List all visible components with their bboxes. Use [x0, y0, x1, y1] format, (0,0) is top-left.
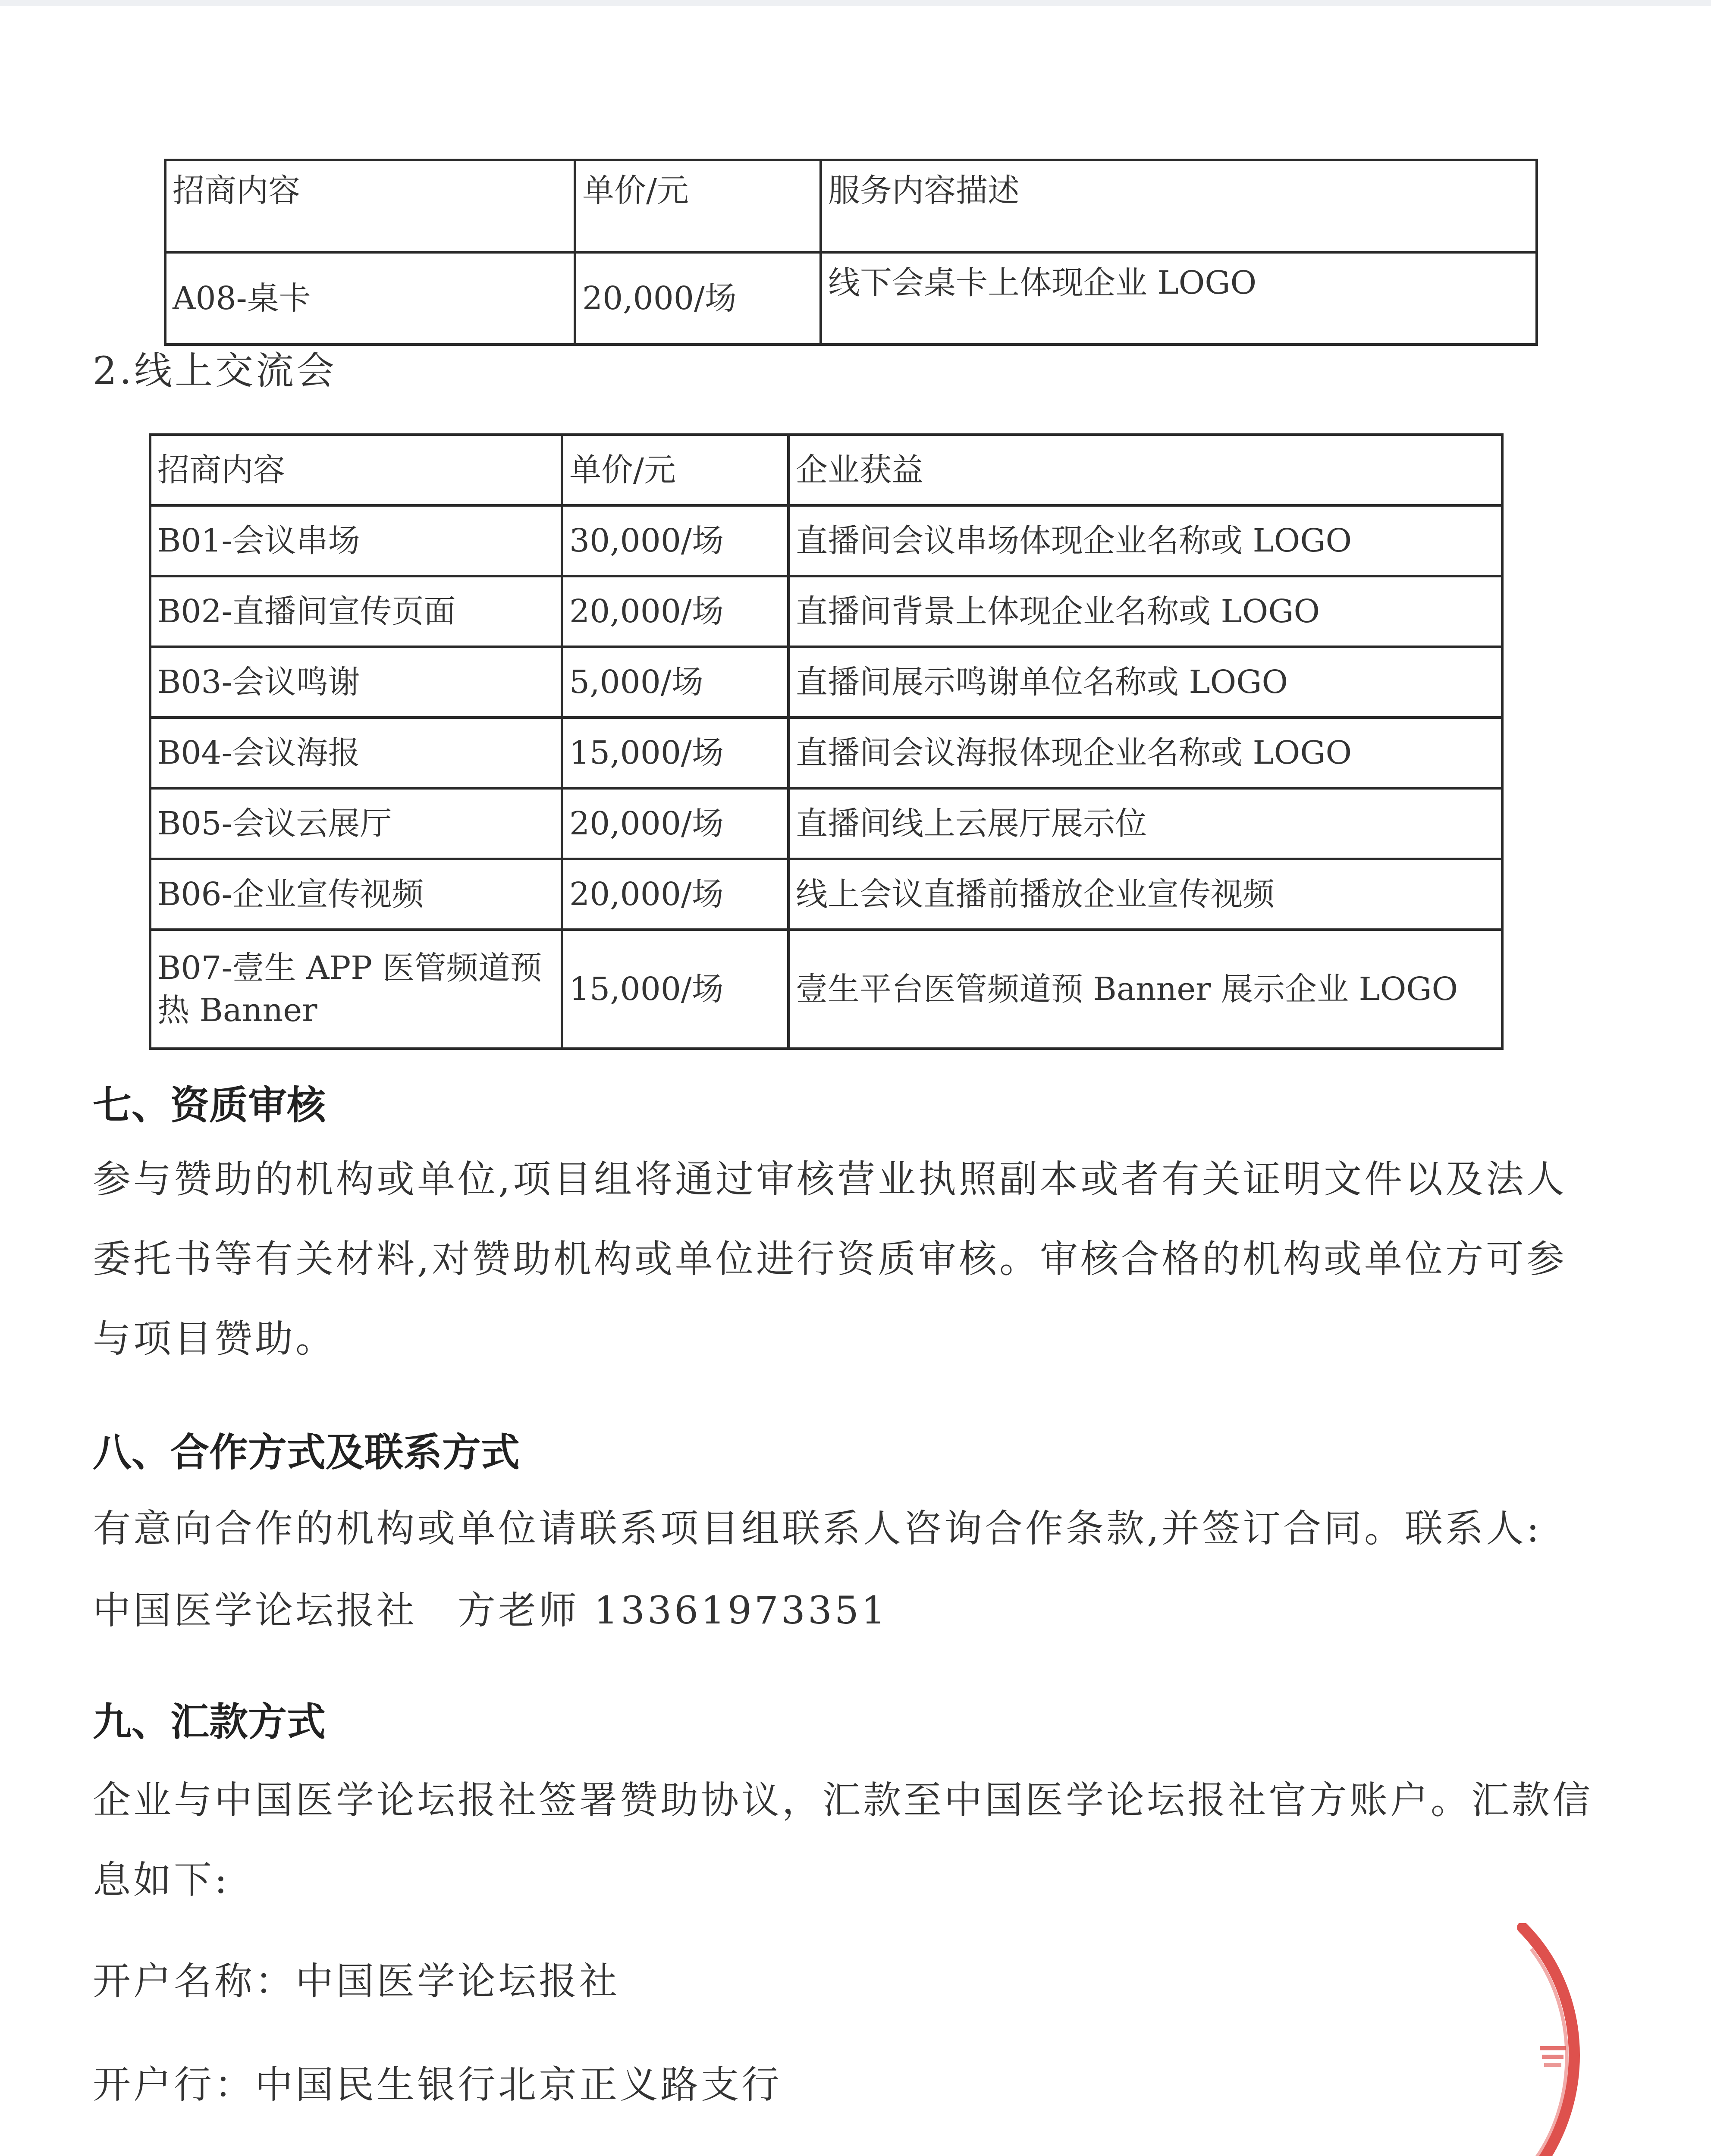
- table-row: [150, 647, 1502, 718]
- table-header-row: [165, 160, 1537, 252]
- benefit-cell: 直播间会议海报体现企业名称或 LOGO: [788, 718, 1502, 788]
- item-cell: B05-会议云展厅: [150, 788, 562, 859]
- section-7-line: 参与赞助的机构或单位,项目组将通过审核营业执照副本或者有关证明文件以及法人: [93, 1157, 1567, 1201]
- benefit-cell: 直播间线上云展厅展示位: [788, 788, 1502, 859]
- table-row: [150, 505, 1502, 576]
- price-cell: 20,000/场: [575, 252, 821, 345]
- price-cell: 30,000/场: [562, 505, 788, 576]
- online-sponsorship-table: [149, 433, 1504, 1050]
- benefit-cell: 直播间展示鸣谢单位名称或 LOGO: [788, 647, 1502, 718]
- benefit-cell: 直播间背景上体现企业名称或 LOGO: [788, 576, 1502, 647]
- scan-top-edge: [0, 0, 1711, 6]
- bank-line: 开户行：中国民生银行北京正义路支行: [93, 2062, 782, 2107]
- price-cell: 20,000/场: [562, 859, 788, 930]
- section-8-heading: 八、合作方式及联系方式: [93, 1429, 520, 1475]
- item-cell: B02-直播间宣传页面: [150, 576, 562, 647]
- header-cell: 单价/元: [562, 435, 788, 505]
- header-cell: 企业获益: [788, 435, 1502, 505]
- header-cell: 招商内容: [165, 160, 575, 252]
- price-cell: 20,000/场: [562, 576, 788, 647]
- item-cell: B06-企业宣传视频: [150, 859, 562, 930]
- table-row: [165, 252, 1537, 345]
- item-cell: B07-壹生 APP 医管频道预热 Banner: [150, 930, 562, 1049]
- item-cell: B01-会议串场: [150, 505, 562, 576]
- section-9-heading: 九、汇款方式: [93, 1699, 326, 1745]
- benefit-cell: 线上会议直播前播放企业宣传视频: [788, 859, 1502, 930]
- table-row: [150, 930, 1502, 1049]
- section-7-line: 委托书等有关材料,对赞助机构或单位进行资质审核。审核合格的机构或单位方可参: [93, 1237, 1567, 1281]
- benefit-cell: 壹生平台医管频道预 Banner 展示企业 LOGO: [788, 930, 1502, 1049]
- header-cell: 单价/元: [575, 160, 821, 252]
- price-cell: 15,000/场: [562, 718, 788, 788]
- offline-sponsorship-table: [164, 159, 1538, 346]
- item-cell: A08-桌卡: [165, 252, 575, 345]
- section-7-heading: 七、资质审核: [93, 1082, 326, 1128]
- price-cell: 15,000/场: [562, 930, 788, 1049]
- section-9-line: 息如下:: [93, 1858, 230, 1902]
- table-header-row: [150, 435, 1502, 505]
- table-row: [150, 576, 1502, 647]
- account-name-line: 开户名称：中国医学论坛报社: [93, 1959, 620, 2003]
- section-9-line: 企业与中国医学论坛报社签署赞助协议，汇款至中国医学论坛报社官方账户。汇款信: [93, 1778, 1593, 1822]
- header-cell: 招商内容: [150, 435, 562, 505]
- section-7-line: 与项目赞助。: [93, 1316, 336, 1361]
- item-cell: B03-会议鸣谢: [150, 647, 562, 718]
- table-row: [150, 859, 1502, 930]
- table-row: [150, 788, 1502, 859]
- section-8-line: 有意向合作的机构或单位请联系项目组联系人咨询合作条款,并签订合同。联系人:: [93, 1506, 1542, 1551]
- section-online-title: 2.线上交流会: [93, 348, 337, 393]
- header-cell: 服务内容描述: [821, 160, 1537, 252]
- item-cell: B04-会议海报: [150, 718, 562, 788]
- contact-line: 中国医学论坛报社 方老师 13361973351: [93, 1588, 888, 1633]
- benefit-cell: 直播间会议串场体现企业名称或 LOGO: [788, 505, 1502, 576]
- price-cell: 20,000/场: [562, 788, 788, 859]
- seal-stamp-icon: [1315, 1923, 1600, 2156]
- price-cell: 5,000/场: [562, 647, 788, 718]
- table-row: [150, 718, 1502, 788]
- description-cell: 线下会桌卡上体现企业 LOGO: [821, 252, 1537, 345]
